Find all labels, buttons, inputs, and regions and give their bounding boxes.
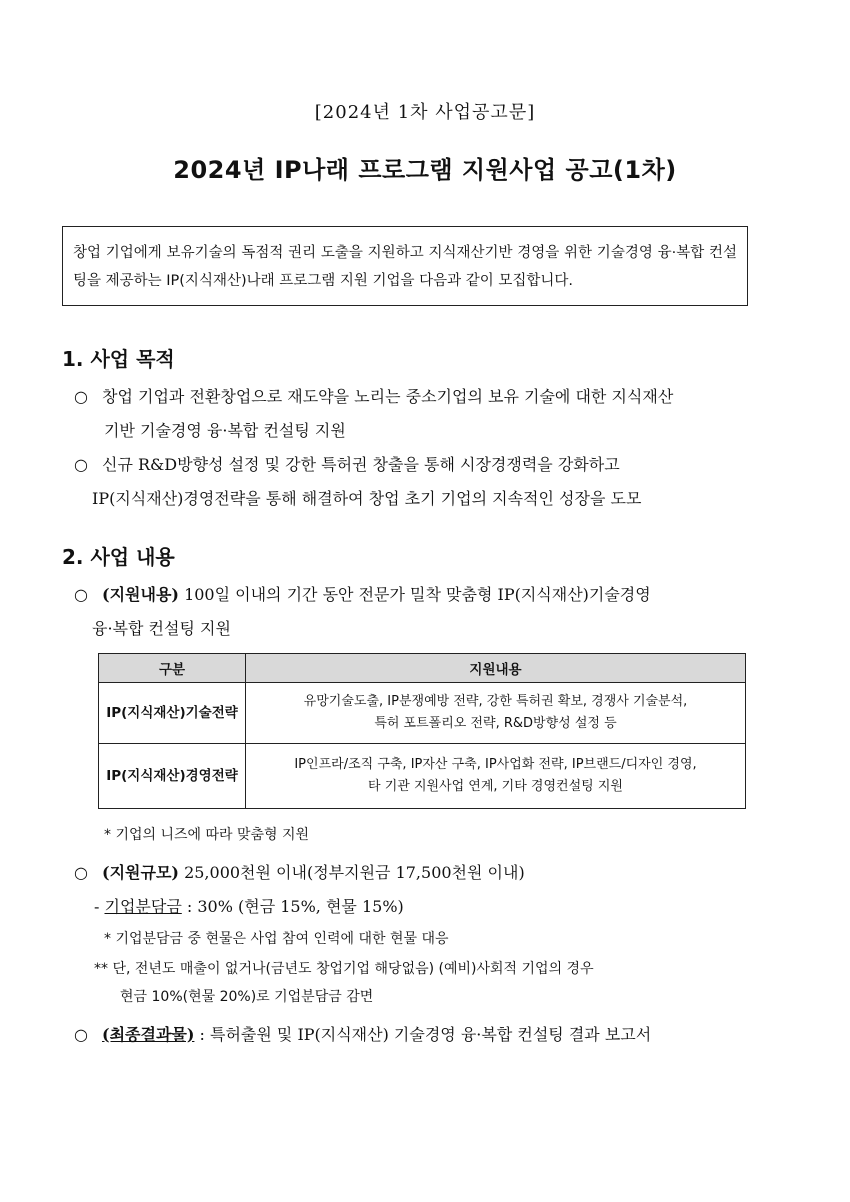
table-cell-line: 타 기관 지원사업 연계, 기타 경영컨설팅 지원 bbox=[368, 779, 623, 794]
intro-box bbox=[62, 226, 748, 306]
company-share-line bbox=[94, 894, 404, 917]
final-result-text: : 특허출원 및 IP(지식재산) 기술경영 융·복합 컨설팅 결과 보고서 bbox=[199, 1025, 652, 1044]
document-title: 2024년 IP나래 프로그램 지원사업 공고(1차) bbox=[173, 156, 677, 184]
table-header-content: 지원내용 bbox=[246, 654, 746, 683]
section2-heading: 2. 사업 내용 bbox=[62, 545, 175, 569]
support-content-line2: 융·복합 컨설팅 지원 bbox=[92, 619, 231, 638]
support-content-label: (지원내용) bbox=[102, 585, 179, 604]
section1-item1-line2: 기반 기술경영 융·복합 컨설팅 지원 bbox=[104, 421, 346, 440]
table-cell-content bbox=[246, 744, 746, 809]
table-header-row bbox=[99, 654, 746, 683]
bullet-icon: ○ bbox=[74, 455, 88, 474]
table-cell-line: IP인프라/조직 구축, IP자산 구축, IP사업화 전략, IP브랜드/디자인 경영, bbox=[294, 757, 697, 772]
share-note-2-line1: ** 단, 전년도 매출이 없거나(금년도 창업기업 해당없음) (예비)사회적 기업의 경우 bbox=[94, 961, 594, 977]
table-header-category: 구분 bbox=[99, 654, 246, 683]
section1-item1-text1: 창업 기업과 전환창업으로 재도약을 노리는 중소기업의 보유 기술에 대한 지식재산 bbox=[102, 387, 674, 406]
announcement-subtitle: [2024년 1차 사업공고문] bbox=[314, 102, 536, 123]
section1-heading: 1. 사업 목적 bbox=[62, 347, 175, 371]
section1-item2-line2: IP(지식재산)경영전략을 통해 해결하여 창업 초기 기업의 지속적인 성장을 도모 bbox=[92, 489, 642, 508]
share-note-1: * 기업분담금 중 현물은 사업 참여 인력에 대한 현물 대응 bbox=[104, 931, 449, 947]
table-cell-line: 유망기술도출, IP분쟁예방 전략, 강한 특허권 확보, 경쟁사 기술분석, bbox=[303, 694, 688, 709]
table-cell-category: IP(지식재산)기술전략 bbox=[99, 683, 246, 744]
section1-item1-line1 bbox=[74, 384, 673, 407]
section1-item2-line1 bbox=[74, 452, 620, 475]
company-share-text: : 30% (현금 15%, 현물 15%) bbox=[186, 897, 404, 916]
company-share-prefix: - bbox=[94, 897, 100, 916]
section1-item2-text1: 신규 R&D방향성 설정 및 강한 특허권 창출을 통해 시장경쟁력을 강화하고 bbox=[102, 455, 620, 474]
bullet-icon: ○ bbox=[74, 1025, 88, 1044]
bullet-icon: ○ bbox=[74, 585, 88, 604]
table-cell-category: IP(지식재산)경영전략 bbox=[99, 744, 246, 809]
final-result-line bbox=[74, 1022, 651, 1045]
support-scale-text: 25,000천원 이내(정부지원금 17,500천원 이내) bbox=[184, 863, 525, 882]
share-note-2-line2: 현금 10%(현물 20%)로 기업분담금 감면 bbox=[120, 989, 374, 1005]
final-result-label: (최종결과물) bbox=[102, 1025, 195, 1044]
table-cell-content bbox=[246, 683, 746, 744]
support-table bbox=[98, 653, 746, 809]
support-scale-line bbox=[74, 860, 525, 883]
support-content-text1: 100일 이내의 기간 동안 전문가 밀착 맞춤형 IP(지식재산)기술경영 bbox=[184, 585, 651, 604]
company-share-label: 기업분담금 bbox=[104, 897, 182, 916]
support-content-line1 bbox=[74, 582, 651, 605]
support-scale-label: (지원규모) bbox=[102, 863, 179, 882]
bullet-icon: ○ bbox=[74, 387, 88, 406]
bullet-icon: ○ bbox=[74, 863, 88, 882]
table-cell-line: 특허 포트폴리오 전략, R&D방향성 설정 등 bbox=[374, 716, 617, 731]
table-row bbox=[99, 683, 746, 744]
table-row bbox=[99, 744, 746, 809]
table-note: * 기업의 니즈에 따라 맞춤형 지원 bbox=[104, 827, 310, 843]
intro-text: 창업 기업에게 보유기술의 독점적 권리 도출을 지원하고 지식재산기반 경영을 위한 기술경영 융·복합 컨설팅을 제공하는 IP(지식재산)나래 프로그램 지원 기업을 다음과 같이 모집합니다. bbox=[73, 245, 737, 289]
